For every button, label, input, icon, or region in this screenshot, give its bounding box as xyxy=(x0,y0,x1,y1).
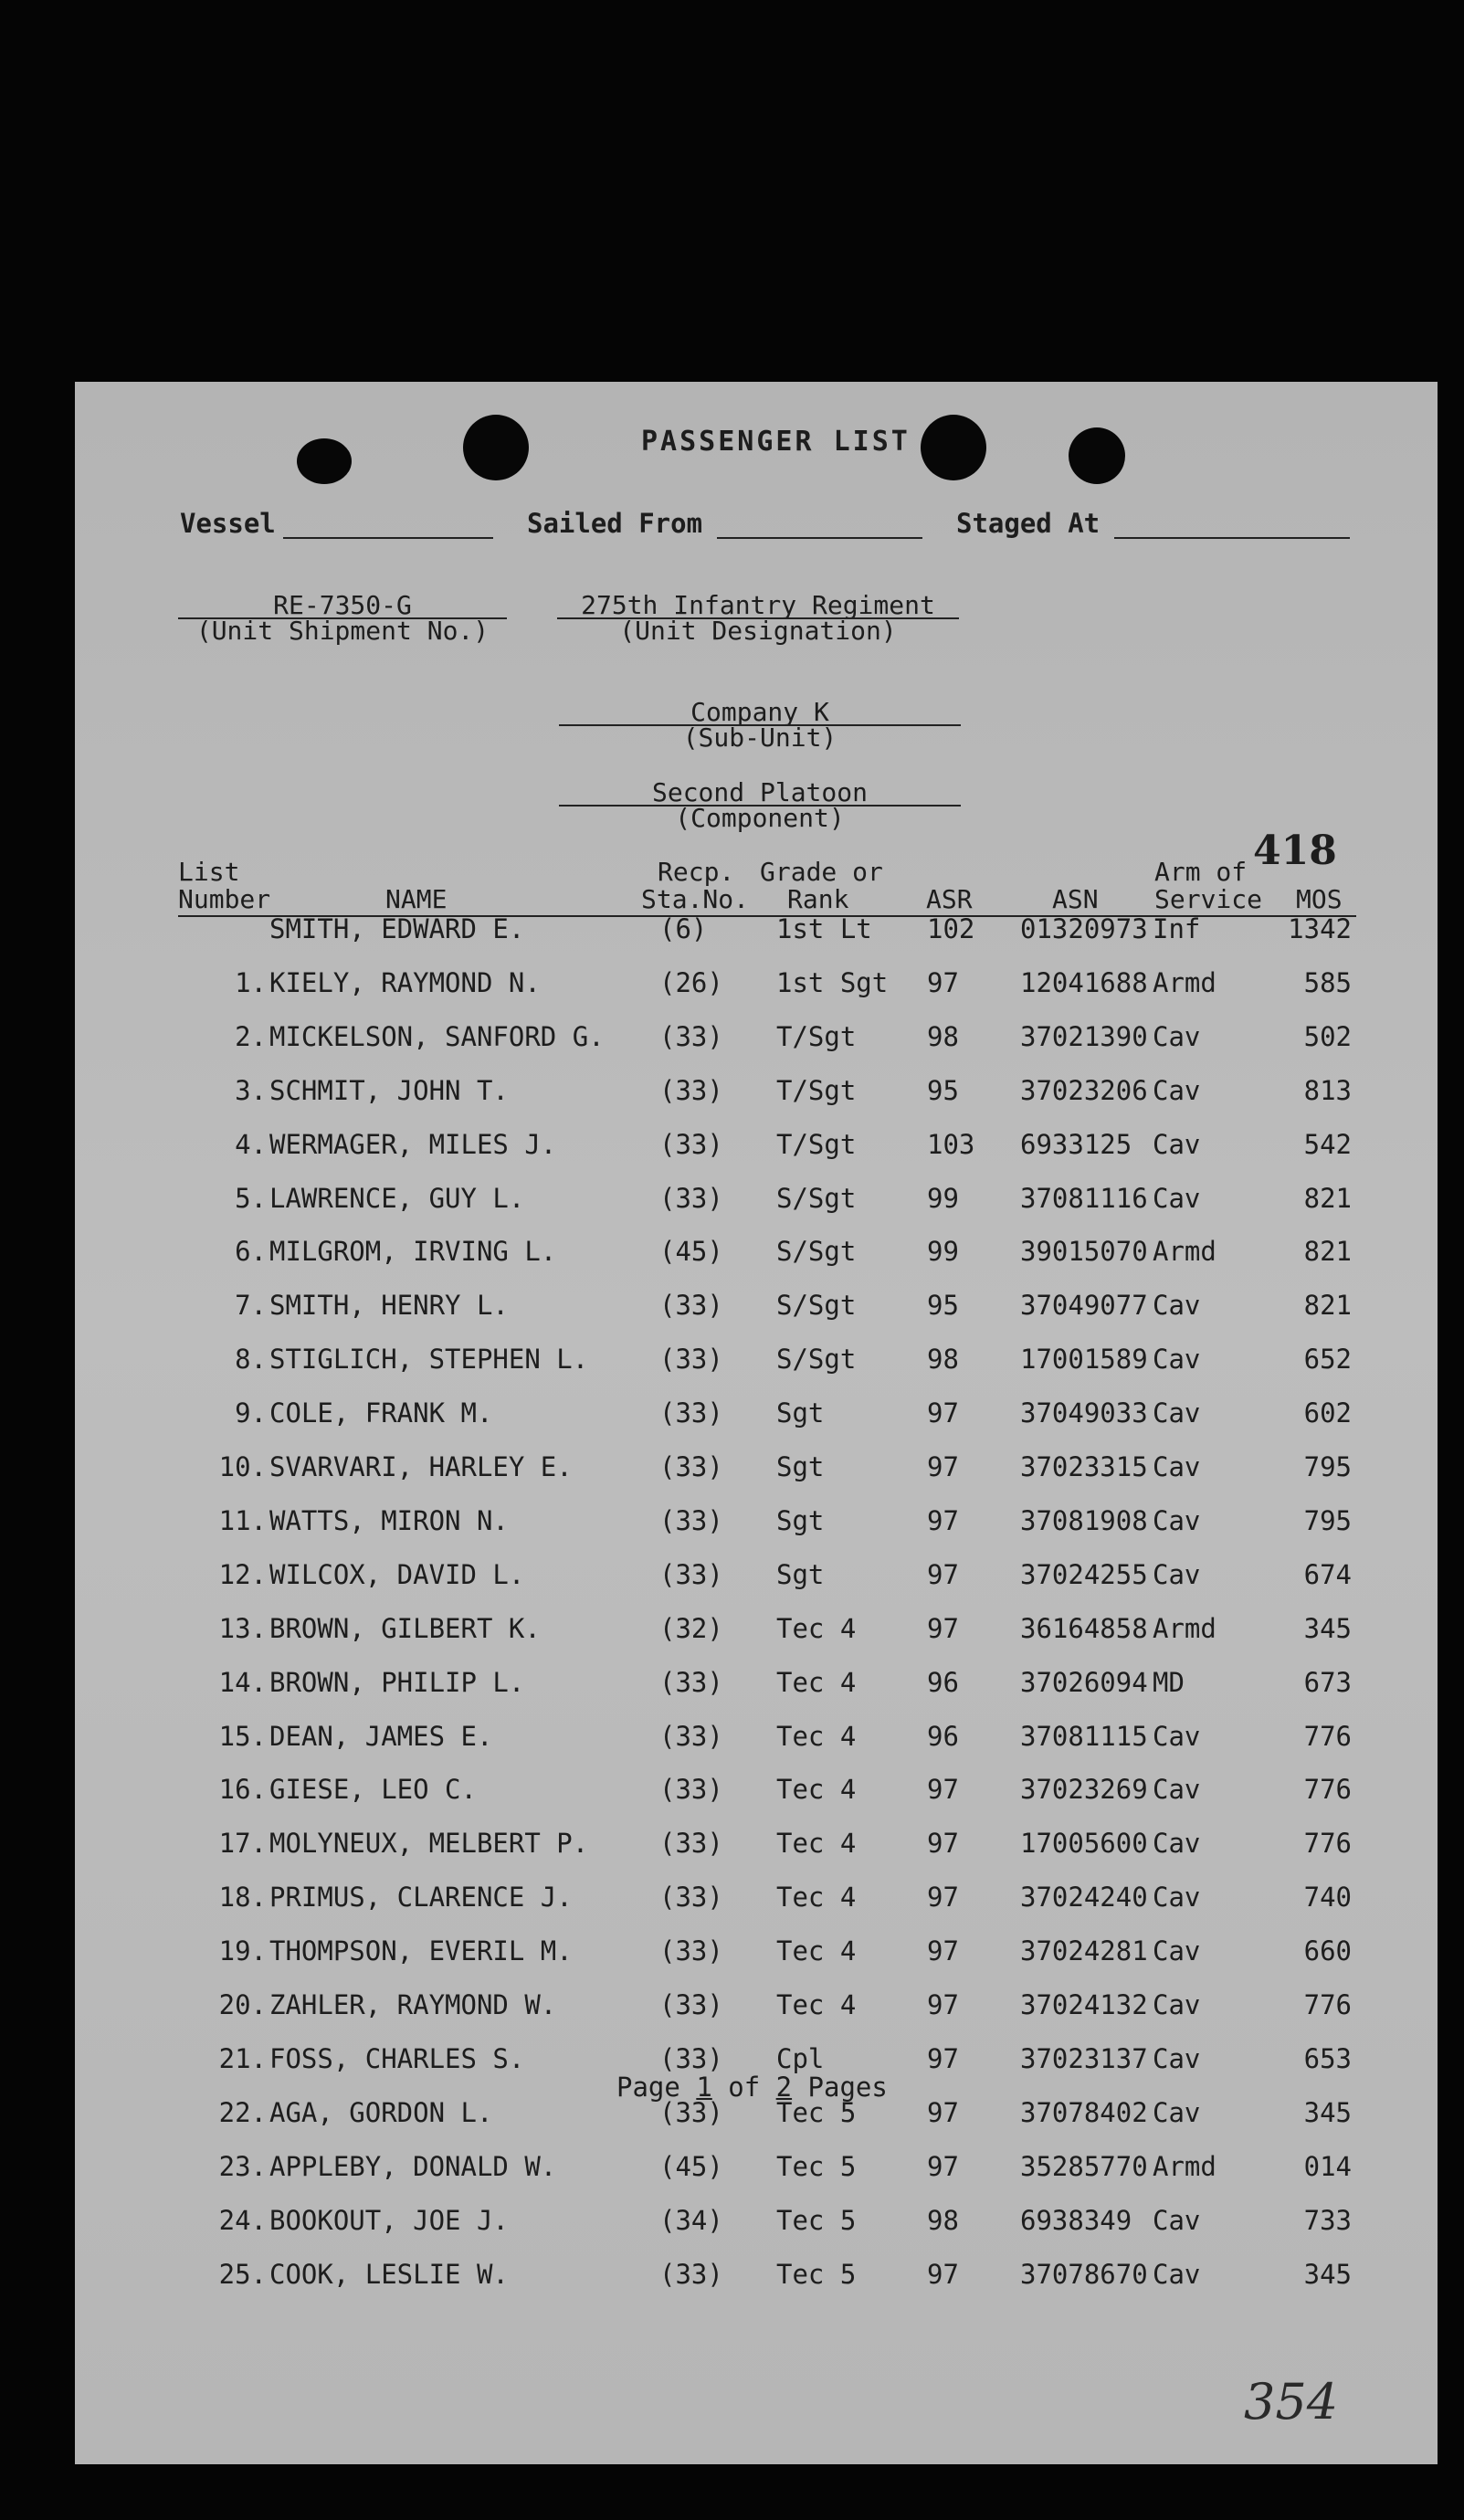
passenger-name: STIGLICH, STEPHEN L. xyxy=(269,1344,589,1375)
grade-rank: T/Sgt xyxy=(776,1021,857,1052)
unit-shipment-no: RE-7350-G xyxy=(273,590,412,620)
recp-station: (33) xyxy=(659,2259,723,2290)
mos-code: 674 xyxy=(1303,1559,1352,1590)
arm-of-service: Armd xyxy=(1153,1236,1216,1267)
asr-value: 98 xyxy=(927,2205,959,2236)
asr-value: 97 xyxy=(927,1774,959,1805)
asr-value: 97 xyxy=(927,1505,959,1536)
list-number: 10. xyxy=(218,1451,267,1482)
asr-value: 95 xyxy=(927,1075,959,1106)
passenger-name: COLE, FRANK M. xyxy=(269,1397,493,1429)
grade-rank: Tec 5 xyxy=(776,2151,857,2182)
document-title: PASSENGER LIST xyxy=(641,426,911,458)
passenger-name: AGA, GORDON L. xyxy=(269,2097,493,2128)
asn-value: 35285770 xyxy=(1020,2151,1148,2182)
list-number: 5. xyxy=(235,1183,267,1214)
asn-value: 37049077 xyxy=(1020,1290,1148,1321)
passenger-name: MOLYNEUX, MELBERT P. xyxy=(269,1828,589,1859)
asr-value: 97 xyxy=(927,1989,959,2020)
mos-code: 776 xyxy=(1303,1989,1352,2020)
unit-designation-caption: (Unit Designation) xyxy=(619,616,897,646)
asr-value: 96 xyxy=(927,1667,959,1698)
asn-value: 37081116 xyxy=(1020,1183,1148,1214)
asn-value: 37024255 xyxy=(1020,1559,1148,1590)
arm-of-service: Cav xyxy=(1153,1451,1201,1482)
list-number: 17. xyxy=(218,1828,267,1859)
grade-rank: Cpl xyxy=(776,2043,825,2074)
arm-of-service: Cav xyxy=(1153,2259,1201,2290)
asn-value: 37023206 xyxy=(1020,1075,1148,1106)
mos-code: 542 xyxy=(1303,1129,1352,1160)
passenger-name: LAWRENCE, GUY L. xyxy=(269,1183,525,1214)
asr-value: 97 xyxy=(927,1397,959,1429)
passenger-name: GIESE, LEO C. xyxy=(269,1774,477,1805)
grade-rank: Tec 5 xyxy=(776,2097,857,2128)
asn-value: 37024240 xyxy=(1020,1882,1148,1913)
mos-code: 776 xyxy=(1303,1721,1352,1752)
recp-station: (33) xyxy=(659,1397,723,1429)
grade-rank: Sgt xyxy=(776,1505,825,1536)
page-suffix: Pages xyxy=(792,2072,888,2103)
recp-station: (33) xyxy=(659,1451,723,1482)
handwritten-number: 354 xyxy=(1244,2373,1339,2430)
asr-value: 97 xyxy=(927,967,959,998)
list-number: 11. xyxy=(218,1505,267,1536)
list-number: 23. xyxy=(218,2151,267,2182)
grade-rank: Sgt xyxy=(776,1559,825,1590)
passenger-name: WERMAGER, MILES J. xyxy=(269,1129,557,1160)
recp-station: (33) xyxy=(659,1774,723,1805)
sailed-from-blank xyxy=(717,537,922,539)
asr-value: 102 xyxy=(927,913,975,944)
arm-of-service: Cav xyxy=(1153,1290,1201,1321)
arm-of-service: Cav xyxy=(1153,1183,1201,1214)
component-caption: (Component) xyxy=(675,803,845,833)
asr-value: 98 xyxy=(927,1021,959,1052)
asn-value: 37023269 xyxy=(1020,1774,1148,1805)
col-asr: ASR xyxy=(926,884,973,914)
arm-of-service: MD xyxy=(1153,1667,1185,1698)
col-arm-1: Arm of xyxy=(1154,857,1248,887)
col-recp-2: Sta.No. xyxy=(641,884,750,914)
passenger-name: SVARVARI, HARLEY E. xyxy=(269,1451,573,1482)
grade-rank: S/Sgt xyxy=(776,1236,857,1267)
asr-value: 97 xyxy=(927,1559,959,1590)
punch-hole xyxy=(463,415,529,480)
recp-station: (33) xyxy=(659,2043,723,2074)
grade-rank: S/Sgt xyxy=(776,1290,857,1321)
arm-of-service: Cav xyxy=(1153,1075,1201,1106)
recp-station: (33) xyxy=(659,1828,723,1859)
mos-code: 660 xyxy=(1303,1935,1352,1966)
grade-rank: Tec 4 xyxy=(776,1613,857,1644)
passenger-name: APPLEBY, DONALD W. xyxy=(269,2151,557,2182)
list-number: 2. xyxy=(235,1021,267,1052)
asn-value: 37023315 xyxy=(1020,1451,1148,1482)
list-number: 16. xyxy=(218,1774,267,1805)
asr-value: 97 xyxy=(927,1882,959,1913)
passenger-name: PRIMUS, CLARENCE J. xyxy=(269,1882,573,1913)
mos-code: 795 xyxy=(1303,1505,1352,1536)
vessel-label: Vessel xyxy=(180,508,276,539)
recp-station: (33) xyxy=(659,1021,723,1052)
asr-value: 97 xyxy=(927,2259,959,2290)
grade-rank: T/Sgt xyxy=(776,1075,857,1106)
asr-value: 98 xyxy=(927,1344,959,1375)
mos-code: 821 xyxy=(1303,1290,1352,1321)
grade-rank: Tec 4 xyxy=(776,1721,857,1752)
asr-value: 97 xyxy=(927,1828,959,1859)
asn-value: 39015070 xyxy=(1020,1236,1148,1267)
col-asn: ASN xyxy=(1052,884,1099,914)
arm-of-service: Cav xyxy=(1153,1882,1201,1913)
recp-station: (33) xyxy=(659,1559,723,1590)
passenger-name: THOMPSON, EVERIL M. xyxy=(269,1935,573,1966)
asr-value: 96 xyxy=(927,1721,959,1752)
asn-value: 37078402 xyxy=(1020,2097,1148,2128)
page-current: 1 xyxy=(696,2072,712,2103)
arm-of-service: Cav xyxy=(1153,1828,1201,1859)
list-number: 25. xyxy=(218,2259,267,2290)
grade-rank: Tec 4 xyxy=(776,1935,857,1966)
grade-rank: Tec 4 xyxy=(776,1667,857,1698)
asn-value: 6938349 xyxy=(1020,2205,1132,2236)
recp-station: (45) xyxy=(659,1236,723,1267)
col-grade-1: Grade or xyxy=(760,857,883,887)
sailed-from-label: Sailed From xyxy=(527,508,703,539)
passenger-name: FOSS, CHARLES S. xyxy=(269,2043,525,2074)
grade-rank: 1st Sgt xyxy=(776,967,889,998)
list-number: 15. xyxy=(218,1721,267,1752)
annotation-number: 418 xyxy=(1253,828,1337,874)
arm-of-service: Cav xyxy=(1153,1129,1201,1160)
mos-code: 602 xyxy=(1303,1397,1352,1429)
punch-hole xyxy=(1069,427,1125,484)
arm-of-service: Cav xyxy=(1153,2205,1201,2236)
passenger-name: BROWN, PHILIP L. xyxy=(269,1667,525,1698)
arm-of-service: Cav xyxy=(1153,2043,1201,2074)
asn-value: 37081908 xyxy=(1020,1505,1148,1536)
list-number: 21. xyxy=(218,2043,267,2074)
mos-code: 585 xyxy=(1303,967,1352,998)
asr-value: 95 xyxy=(927,1290,959,1321)
mos-code: 345 xyxy=(1303,1613,1352,1644)
recp-station: (33) xyxy=(659,2097,723,2128)
list-number: 1. xyxy=(235,967,267,998)
recp-station: (33) xyxy=(659,1183,723,1214)
list-number: 12. xyxy=(218,1559,267,1590)
passenger-name: SCHMIT, JOHN T. xyxy=(269,1075,509,1106)
page-prefix: Page xyxy=(616,2072,697,2103)
recp-station: (33) xyxy=(659,1344,723,1375)
asn-value: 37081115 xyxy=(1020,1721,1148,1752)
mos-code: 014 xyxy=(1303,2151,1352,2182)
arm-of-service: Armd xyxy=(1153,2151,1216,2182)
recp-station: (33) xyxy=(659,1129,723,1160)
passenger-name: ZAHLER, RAYMOND W. xyxy=(269,1989,557,2020)
mos-code: 776 xyxy=(1303,1774,1352,1805)
asr-value: 97 xyxy=(927,1451,959,1482)
grade-rank: Sgt xyxy=(776,1397,825,1429)
col-mos: MOS xyxy=(1296,884,1343,914)
col-arm-2: Service xyxy=(1154,884,1263,914)
staged-at-blank xyxy=(1114,537,1350,539)
arm-of-service: Cav xyxy=(1153,1344,1201,1375)
list-number: 14. xyxy=(218,1667,267,1698)
mos-code: 673 xyxy=(1303,1667,1352,1698)
list-number: 13. xyxy=(218,1613,267,1644)
passenger-name: SMITH, HENRY L. xyxy=(269,1290,509,1321)
grade-rank: Tec 4 xyxy=(776,1774,857,1805)
grade-rank: S/Sgt xyxy=(776,1183,857,1214)
recp-station: (33) xyxy=(659,1505,723,1536)
mos-code: 776 xyxy=(1303,1828,1352,1859)
grade-rank: Tec 4 xyxy=(776,1882,857,1913)
staged-at-label: Staged At xyxy=(956,508,1101,539)
arm-of-service: Cav xyxy=(1153,1774,1201,1805)
list-number: 24. xyxy=(218,2205,267,2236)
arm-of-service: Cav xyxy=(1153,1721,1201,1752)
list-number: 9. xyxy=(235,1397,267,1429)
asn-value: 17001589 xyxy=(1020,1344,1148,1375)
grade-rank: S/Sgt xyxy=(776,1344,857,1375)
mos-code: 502 xyxy=(1303,1021,1352,1052)
passenger-name: WILCOX, DAVID L. xyxy=(269,1559,525,1590)
asn-value: 37078670 xyxy=(1020,2259,1148,2290)
page-indicator xyxy=(616,2072,888,2103)
mos-code: 652 xyxy=(1303,1344,1352,1375)
sub-unit-caption: (Sub-Unit) xyxy=(682,722,837,753)
asn-value: 17005600 xyxy=(1020,1828,1148,1859)
unit-designation: 275th Infantry Regiment xyxy=(581,590,935,620)
asr-value: 97 xyxy=(927,2151,959,2182)
arm-of-service: Inf xyxy=(1153,913,1201,944)
mos-code: 345 xyxy=(1303,2097,1352,2128)
grade-rank: Tec 5 xyxy=(776,2205,857,2236)
asn-value: 37024132 xyxy=(1020,1989,1148,2020)
arm-of-service: Armd xyxy=(1153,1613,1216,1644)
list-number: 6. xyxy=(235,1236,267,1267)
asn-value: 12041688 xyxy=(1020,967,1148,998)
mos-code: 813 xyxy=(1303,1075,1352,1106)
passenger-name: BOOKOUT, JOE J. xyxy=(269,2205,509,2236)
unit-shipment-caption: (Unit Shipment No.) xyxy=(195,616,490,646)
passenger-name: MICKELSON, SANFORD G. xyxy=(269,1021,605,1052)
list-number: 20. xyxy=(218,1989,267,2020)
passenger-name: DEAN, JAMES E. xyxy=(269,1721,493,1752)
grade-rank: T/Sgt xyxy=(776,1129,857,1160)
recp-station: (33) xyxy=(659,1721,723,1752)
col-recp-1: Recp. xyxy=(658,857,735,887)
recp-station: (33) xyxy=(659,1935,723,1966)
recp-station: (34) xyxy=(659,2205,723,2236)
recp-station: (33) xyxy=(659,1667,723,1698)
passenger-name: SMITH, EDWARD E. xyxy=(269,913,525,944)
arm-of-service: Cav xyxy=(1153,1935,1201,1966)
asn-value: 6933125 xyxy=(1020,1129,1132,1160)
page-middle: of xyxy=(711,2072,776,2103)
recp-station: (26) xyxy=(659,967,723,998)
asn-value: 37023137 xyxy=(1020,2043,1148,2074)
asr-value: 103 xyxy=(927,1129,975,1160)
mos-code: 653 xyxy=(1303,2043,1352,2074)
asn-value: 36164858 xyxy=(1020,1613,1148,1644)
passenger-name: KIELY, RAYMOND N. xyxy=(269,967,541,998)
mos-code: 733 xyxy=(1303,2205,1352,2236)
mos-code: 821 xyxy=(1303,1183,1352,1214)
list-number: 18. xyxy=(218,1882,267,1913)
mos-code: 1342 xyxy=(1288,913,1352,944)
passenger-name: BROWN, GILBERT K. xyxy=(269,1613,541,1644)
arm-of-service: Cav xyxy=(1153,1397,1201,1429)
grade-rank: Tec 4 xyxy=(776,1828,857,1859)
passenger-name: MILGROM, IRVING L. xyxy=(269,1236,557,1267)
recp-station: (6) xyxy=(659,913,708,944)
mos-code: 740 xyxy=(1303,1882,1352,1913)
recp-station: (32) xyxy=(659,1613,723,1644)
asr-value: 97 xyxy=(927,1935,959,1966)
col-list-number-1: List xyxy=(178,857,240,887)
list-number: 8. xyxy=(235,1344,267,1375)
passenger-list-page xyxy=(75,382,1438,2464)
asn-value: 37049033 xyxy=(1020,1397,1148,1429)
asr-value: 99 xyxy=(927,1183,959,1214)
recp-station: (33) xyxy=(659,1075,723,1106)
list-number: 19. xyxy=(218,1935,267,1966)
arm-of-service: Cav xyxy=(1153,1505,1201,1536)
recp-station: (33) xyxy=(659,1989,723,2020)
arm-of-service: Cav xyxy=(1153,2097,1201,2128)
vessel-blank xyxy=(283,537,493,539)
component: Second Platoon xyxy=(651,777,868,807)
grade-rank: Sgt xyxy=(776,1451,825,1482)
asr-value: 99 xyxy=(927,1236,959,1267)
list-number: 7. xyxy=(235,1290,267,1321)
list-number: 22. xyxy=(218,2097,267,2128)
passenger-name: WATTS, MIRON N. xyxy=(269,1505,509,1536)
list-number: 4. xyxy=(235,1129,267,1160)
mos-code: 795 xyxy=(1303,1451,1352,1482)
recp-station: (33) xyxy=(659,1882,723,1913)
grade-rank: 1st Lt xyxy=(776,913,872,944)
col-list-number-2: Number xyxy=(178,884,271,914)
arm-of-service: Armd xyxy=(1153,967,1216,998)
col-grade-2: Rank xyxy=(787,884,849,914)
sub-unit: Company K xyxy=(690,697,829,727)
asr-value: 97 xyxy=(927,1613,959,1644)
asr-value: 97 xyxy=(927,2097,959,2128)
asn-value: 01320973 xyxy=(1020,913,1148,944)
arm-of-service: Cav xyxy=(1153,1559,1201,1590)
asn-value: 37024281 xyxy=(1020,1935,1148,1966)
asn-value: 37026094 xyxy=(1020,1667,1148,1698)
punch-hole xyxy=(921,415,986,480)
asn-value: 37021390 xyxy=(1020,1021,1148,1052)
punch-hole xyxy=(297,438,352,484)
mos-code: 821 xyxy=(1303,1236,1352,1267)
recp-station: (33) xyxy=(659,1290,723,1321)
col-name: NAME xyxy=(385,884,448,914)
grade-rank: Tec 5 xyxy=(776,2259,857,2290)
grade-rank: Tec 4 xyxy=(776,1989,857,2020)
recp-station: (45) xyxy=(659,2151,723,2182)
arm-of-service: Cav xyxy=(1153,1989,1201,2020)
asr-value: 97 xyxy=(927,2043,959,2074)
page-total: 2 xyxy=(775,2072,793,2103)
passenger-name: COOK, LESLIE W. xyxy=(269,2259,509,2290)
arm-of-service: Cav xyxy=(1153,1021,1201,1052)
list-number: 3. xyxy=(235,1075,267,1106)
mos-code: 345 xyxy=(1303,2259,1352,2290)
